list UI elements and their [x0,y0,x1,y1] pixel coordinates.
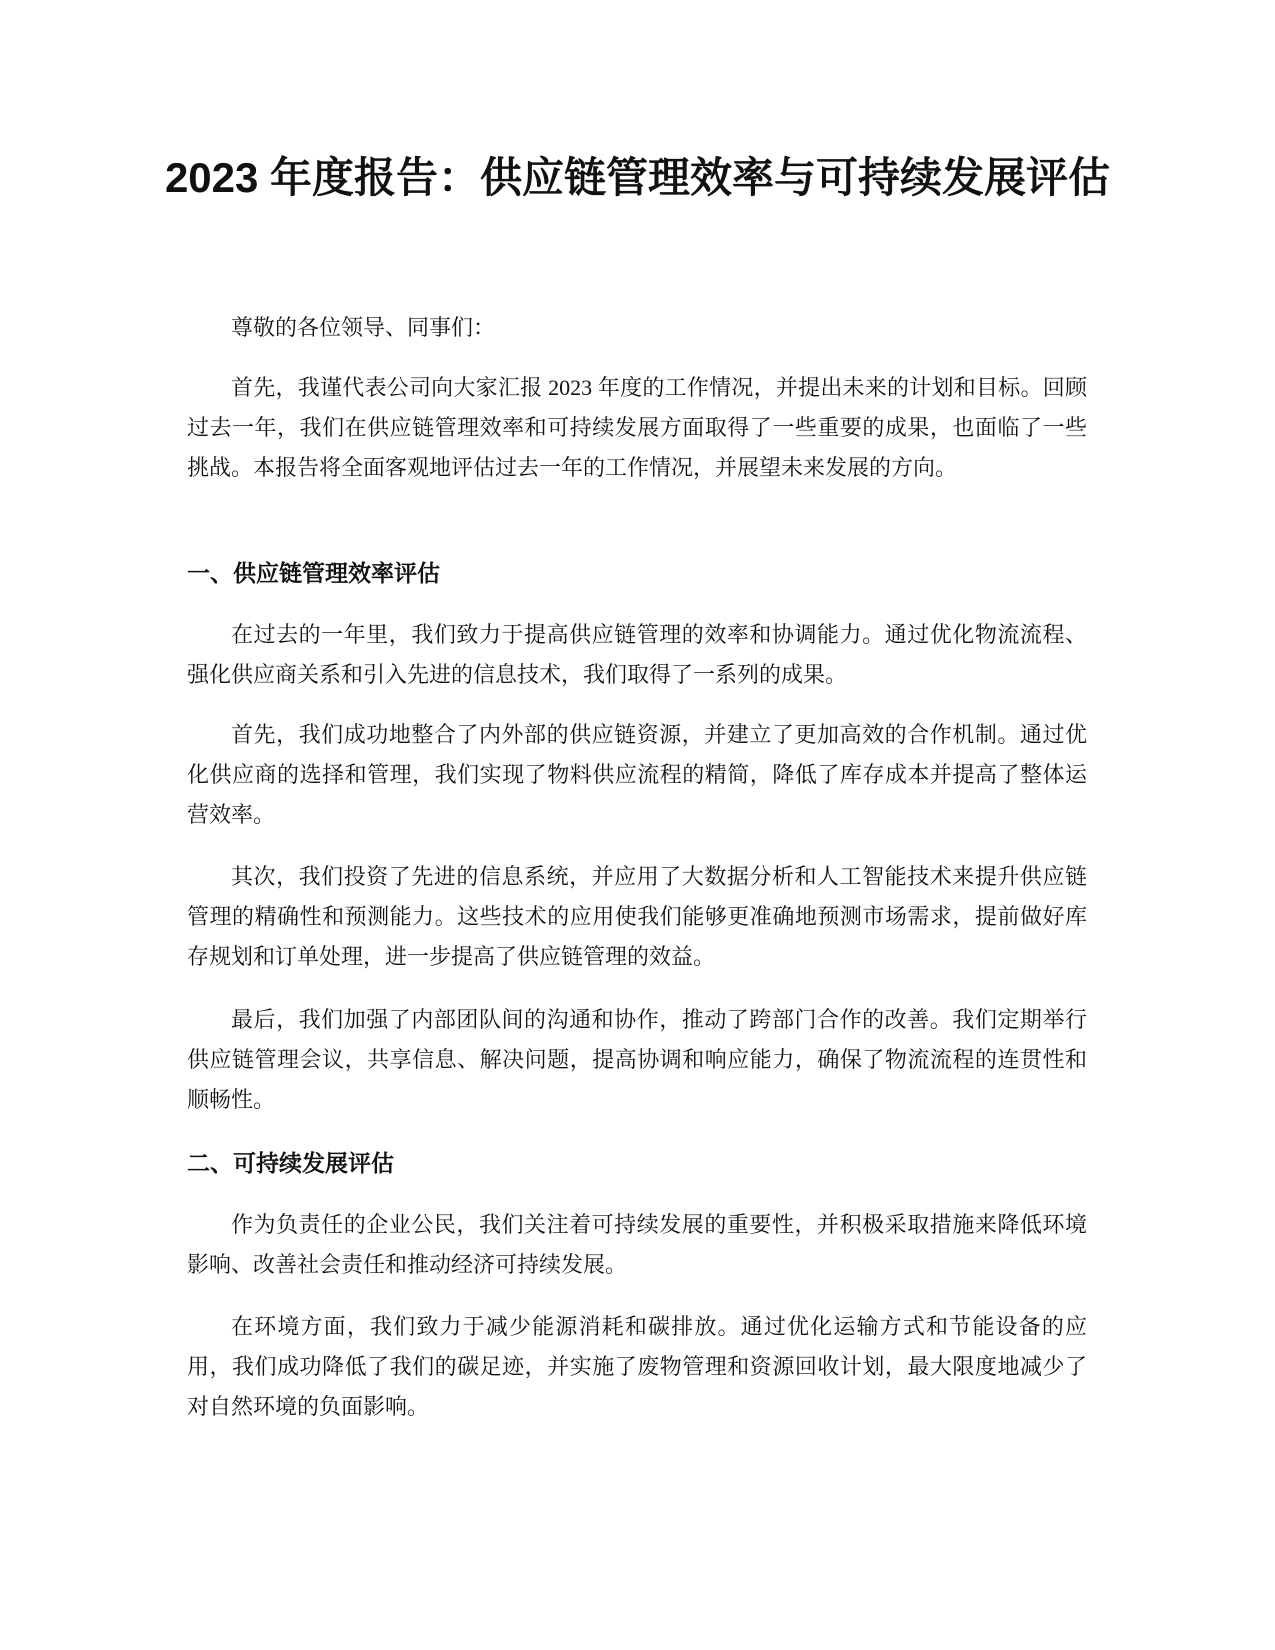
supply-chain-paragraph-3: 其次，我们投资了先进的信息系统，并应用了大数据分析和人工智能技术来提升供应链管理的精确性和预测能力。这些技术的应用使我们能够更准确地预测市场需求，提前做好库存规划和订单处理，进一步提高了供应链管理的效益。 [187,864,1087,969]
supply-chain-paragraph-1: 在过去的一年里，我们致力于提高供应链管理的效率和协调能力。通过优化物流流程、强化供应商关系和引入先进的信息技术，我们取得了一系列的成果。 [187,622,1087,687]
sustainability-paragraph-1: 作为负责任的企业公民，我们关注着可持续发展的重要性，并积极采取措施来降低环境影响、改善社会责任和推动经济可持续发展。 [187,1212,1087,1277]
document-title: 2023 年度报告：供应链管理效率与可持续发展评估 [164,154,1111,201]
section-heading-supply-chain: 一、供应链管理效率评估 [187,560,440,586]
intro-paragraph: 首先，我谨代表公司向大家汇报 2023 年度的工作情况，并提出未来的计划和目标。回顾过去一年，我们在供应链管理效率和可持续发展方面取得了一些重要的成果，也面临了一些挑战。本报告将全面客观地评估过去一年的工作情况，并展望未来发展的方向。 [187,375,1087,480]
sustainability-paragraph-2: 在环境方面，我们致力于减少能源消耗和碳排放。通过优化运输方式和节能设备的应用，我们成功降低了我们的碳足迹，并实施了废物管理和资源回收计划，最大限度地减少了对自然环境的负面影响。 [187,1314,1087,1419]
supply-chain-paragraph-2: 首先，我们成功地整合了内外部的供应链资源，并建立了更加高效的合作机制。通过优化供应商的选择和管理，我们实现了物料供应流程的精简，降低了库存成本并提高了整体运营效率。 [187,722,1087,827]
salutation: 尊敬的各位领导、同事们： [231,315,496,340]
section-heading-sustainability: 二、可持续发展评估 [187,1150,394,1176]
supply-chain-paragraph-4: 最后，我们加强了内部团队间的沟通和协作，推动了跨部门合作的改善。我们定期举行供应链管理会议，共享信息、解决问题，提高协调和响应能力，确保了物流流程的连贯性和顺畅性。 [187,1007,1087,1112]
